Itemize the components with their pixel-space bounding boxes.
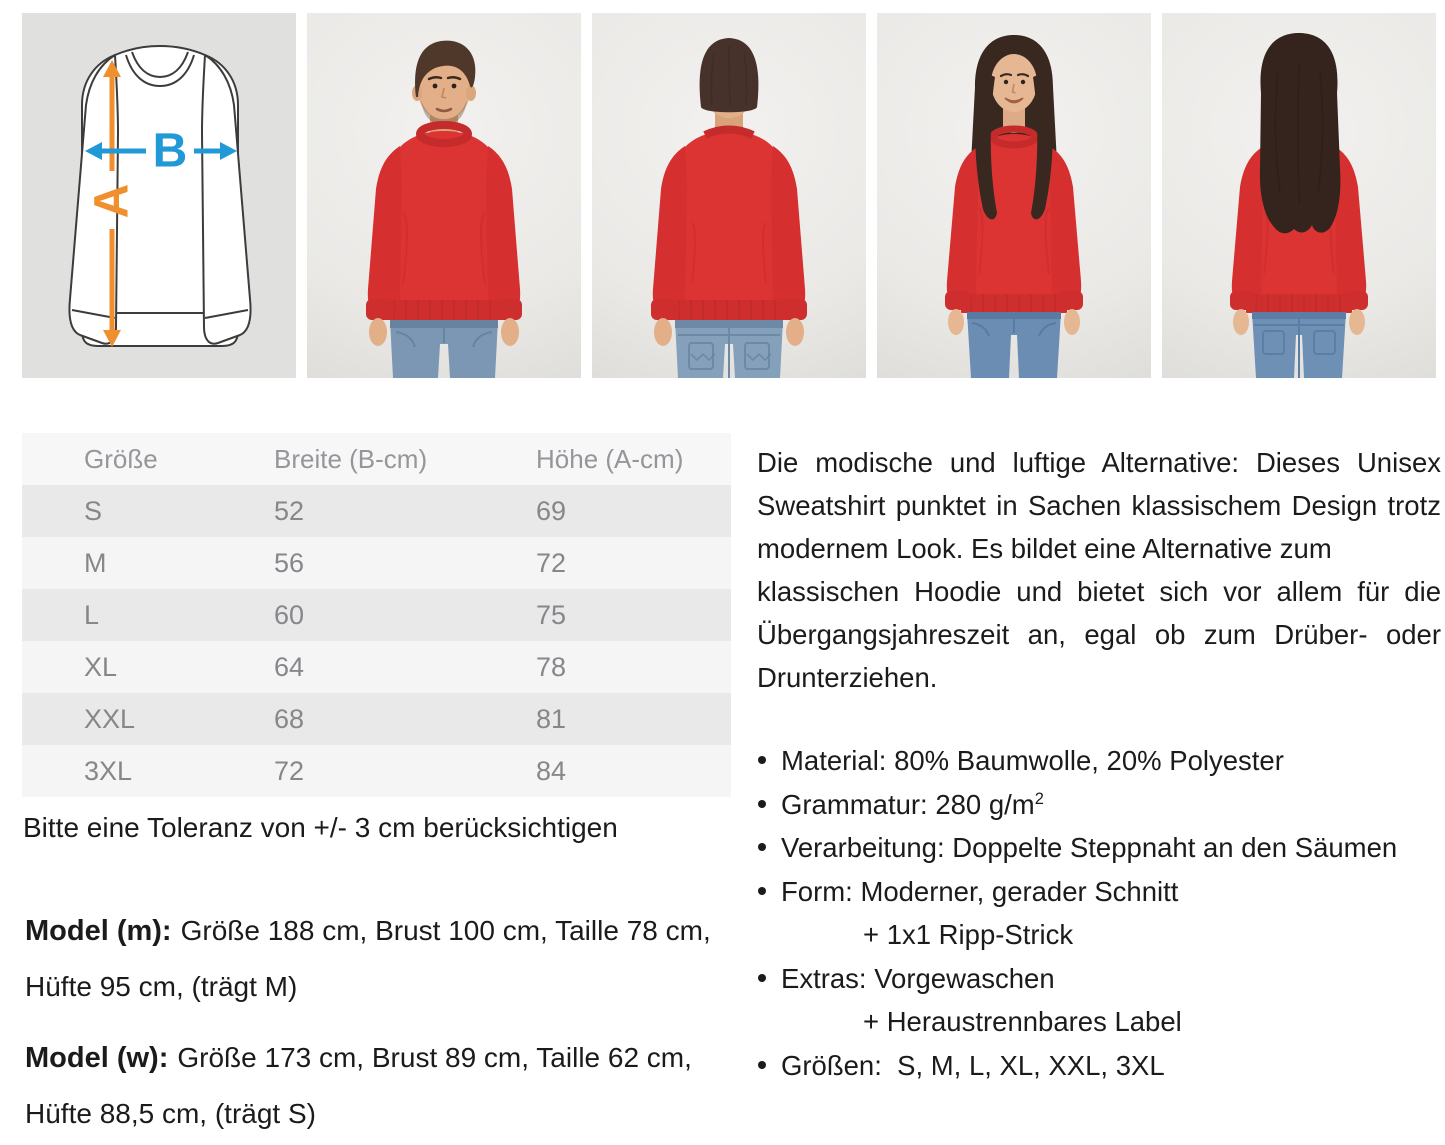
spec-material: Material: 80% Baumwolle, 20% Polyester xyxy=(757,739,1445,783)
description-line: modernem Look. Es bildet eine Alternative zum xyxy=(757,533,1332,564)
size-label: XL xyxy=(84,651,118,682)
description-line: Die modische und luftige Alternative: Dieses Unisex xyxy=(757,447,1441,478)
width-value: 60 xyxy=(274,599,305,630)
size-table-row-l xyxy=(22,589,731,641)
sweatshirt-outline-diagram xyxy=(22,13,296,378)
diagram-label-a: A xyxy=(85,183,139,219)
man-front-illustration xyxy=(307,13,581,378)
model-w-label: Model (w): xyxy=(25,1042,169,1074)
spec-form-continuation: + 1x1 Ripp-Strick xyxy=(863,919,1074,950)
height-value: 75 xyxy=(536,599,567,630)
width-value: 68 xyxy=(274,703,305,734)
description-line: klassischen Hoodie und bietet sich vor allem für die xyxy=(757,576,1441,607)
size-label: 3XL xyxy=(84,755,133,786)
size-table-row-s xyxy=(22,485,731,537)
model-m-line2: Hüfte 95 cm, (trägt M) xyxy=(25,971,298,1002)
spec-grammatur: Grammatur: 280 $g/m^2$ xyxy=(757,783,1445,827)
bullet-dot-icon xyxy=(758,887,766,895)
col-header-groesse: Größe xyxy=(84,443,158,474)
width-value: 56 xyxy=(274,547,305,578)
photo-woman-front xyxy=(877,13,1151,378)
height-value: 84 xyxy=(536,755,567,786)
height-value: 78 xyxy=(536,651,567,682)
model-w-line1: Größe 173 cm, Brust 89 cm, Taille 62 cm, xyxy=(177,1042,692,1073)
size-table-row-xl xyxy=(22,641,731,693)
height-value: 69 xyxy=(536,495,567,526)
size-table-header-row xyxy=(22,433,731,485)
woman-front-illustration xyxy=(877,13,1151,378)
spec-extras: Extras: Vorgewaschen xyxy=(757,957,1445,1001)
bullet-dot-icon xyxy=(758,974,766,982)
woman-back-illustration xyxy=(1162,13,1436,378)
size-label: S xyxy=(84,495,103,526)
model-m-label: Model (m): xyxy=(25,915,172,947)
product-image-strip xyxy=(22,13,1436,378)
width-value: 52 xyxy=(274,495,305,526)
size-label: M xyxy=(84,547,107,578)
model-m-measurements xyxy=(25,903,740,1015)
height-value: 81 xyxy=(536,703,567,734)
model-w-measurements xyxy=(25,1030,740,1142)
product-description xyxy=(757,441,1441,699)
photo-man-back xyxy=(592,13,866,378)
size-label: L xyxy=(84,599,100,630)
bullet-dot-icon xyxy=(758,756,766,764)
man-back-illustration xyxy=(592,13,866,378)
size-table-row-m xyxy=(22,537,731,589)
description-line: Sweatshirt punktet in Sachen klassischem Design trotz xyxy=(757,490,1441,521)
diagram-label-b: B xyxy=(152,124,188,178)
col-header-breite: Breite (B-cm) xyxy=(274,443,428,474)
model-m-line1: Größe 188 cm, Brust 100 cm, Taille 78 cm, xyxy=(180,915,711,946)
spec-groessen: Größen: S, M, L, XL, XXL, 3XL xyxy=(757,1044,1445,1088)
width-value: 64 xyxy=(274,651,305,682)
photo-woman-back xyxy=(1162,13,1436,378)
width-value: 72 xyxy=(274,755,305,786)
height-value: 72 xyxy=(536,547,567,578)
bullet-dot-icon xyxy=(758,843,766,851)
col-header-hoehe: Höhe (A-cm) xyxy=(536,443,684,474)
bullet-dot-icon xyxy=(758,800,766,808)
superscript-2: 2 xyxy=(1034,789,1044,808)
description-line: Drunterziehen. xyxy=(757,662,938,693)
description-line: Übergangsjahreszeit an, egal ob zum Drüber- oder xyxy=(757,619,1441,650)
spec-list xyxy=(757,739,1445,1087)
photo-man-front xyxy=(307,13,581,378)
size-diagram-panel xyxy=(22,13,296,378)
model-w-line2: Hüfte 88,5 cm, (trägt S) xyxy=(25,1098,316,1129)
size-table-row-xxl xyxy=(22,693,731,745)
spec-verarbeitung: Verarbeitung: Doppelte Steppnaht an den Säumen xyxy=(757,826,1445,870)
tolerance-note: Bitte eine Toleranz von +/- 3 cm berücksichtigen xyxy=(23,812,618,843)
size-label: XXL xyxy=(84,703,136,734)
spec-extras-continuation: + Heraustrennbares Label xyxy=(863,1006,1182,1037)
spec-form: Form: Moderner, gerader Schnitt xyxy=(757,870,1445,914)
size-table-row-3xl xyxy=(22,745,731,797)
size-table xyxy=(22,433,731,797)
bullet-dot-icon xyxy=(758,1061,766,1069)
